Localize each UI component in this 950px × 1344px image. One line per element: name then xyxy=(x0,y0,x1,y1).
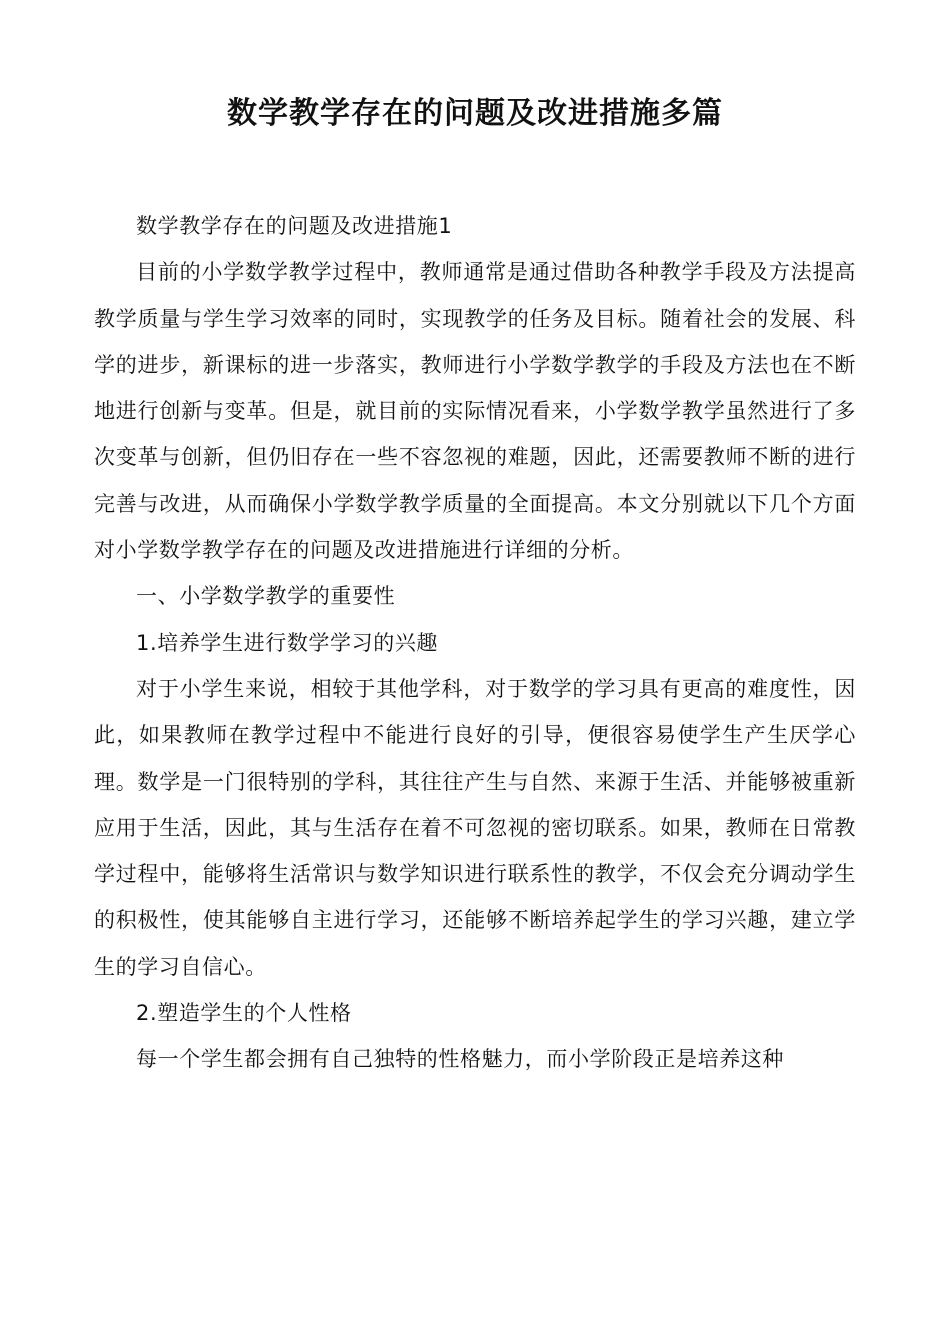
subsection-heading: 2.塑造学生的个人性格 xyxy=(136,1001,352,1026)
subsection-heading: 1.培养学生进行数学学习的兴趣 xyxy=(136,630,439,655)
body-paragraph: 每一个学生都会拥有自己独特的性格魅力，而小学阶段正是培养这种 xyxy=(136,1047,784,1072)
section-heading: 一、小学数学教学的重要性 xyxy=(136,584,396,609)
document-title: 数学教学存在的问题及改进措施多篇 xyxy=(227,96,723,131)
document-body xyxy=(94,203,856,1083)
section-heading: 数学教学存在的问题及改进措施1 xyxy=(136,214,453,238)
body-paragraph: 目前的小学数学教学过程中，教师通常是通过借助各种教学手段及方法提高教学质量与学生学习效率的同时，实现教学的任务及目标。随着社会的发展、科学的进步，新课标的进一步落实，教师进行小学数学教学的手段及方法也在不断地进行创新与变革。但是，就目前的实际情况看来，小学数学教学虽然进行了多次变革与创新，但仍旧存在一些不容忽视的难题，因此，还需要教师不断的进行完善与改进，从而确保小学数学教学质量的全面提高。本文分别就以下几个方面对小学数学教学存在的问题及改进措施进行详细的分析。 xyxy=(94,260,856,563)
body-paragraph: 对于小学生来说，相较于其他学科，对于数学的学习具有更高的难度性，因此，如果教师在教学过程中不能进行良好的引导，便很容易使学生产生厌学心理。数学是一门很特别的学科，其往往产生与自然、来源于生活、并能够被重新应用于生活，因此，其与生活存在着不可忽视的密切联系。如果，教师在日常教学过程中，能够将生活常识与数学知识进行联系性的教学，不仅会充分调动学生的积极性，使其能够自主进行学习，还能够不断培养起学生的学习兴趣，建立学生的学习自信心。 xyxy=(94,676,856,979)
